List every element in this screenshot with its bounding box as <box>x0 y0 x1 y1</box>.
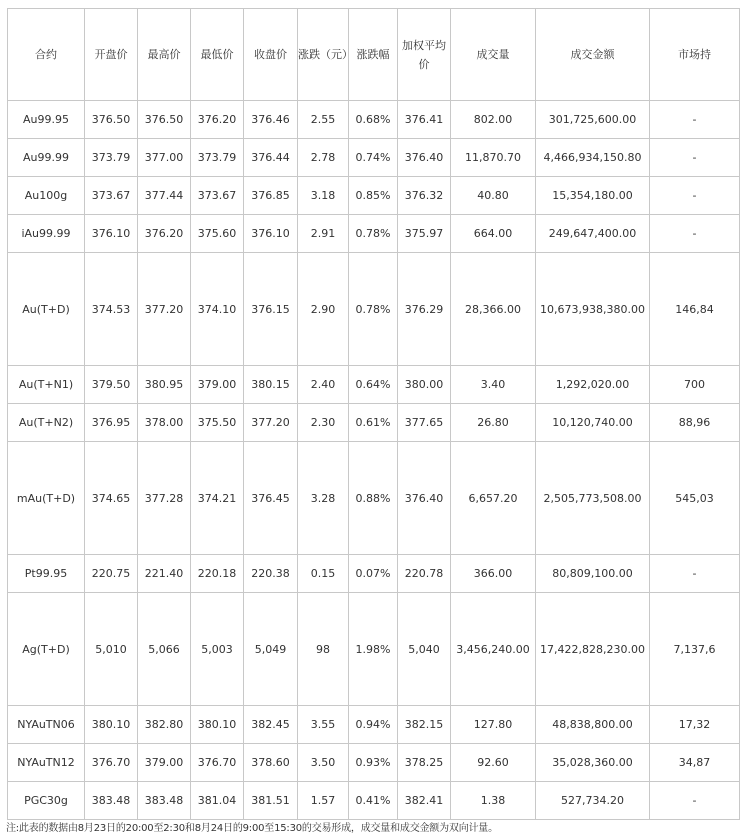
table-cell: 220.18 <box>191 555 244 593</box>
header-volume: 成交量 <box>451 9 536 101</box>
table-cell: 4,466,934,150.80 <box>536 139 650 177</box>
table-cell: 376.40 <box>398 442 451 555</box>
table-cell: 26.80 <box>451 404 536 442</box>
header-close: 收盘价 <box>244 9 298 101</box>
table-cell: 0.41% <box>349 782 398 820</box>
table-row <box>8 215 740 253</box>
table-cell: 5,049 <box>244 593 298 706</box>
table-cell: 3,456,240.00 <box>451 593 536 706</box>
header-low: 最低价 <box>191 9 244 101</box>
table-cell: 0.15 <box>298 555 349 593</box>
table-cell: 0.68% <box>349 101 398 139</box>
table-cell: 2.78 <box>298 139 349 177</box>
table-cell: 374.10 <box>191 253 244 366</box>
table-cell: 1.57 <box>298 782 349 820</box>
table-cell: 379.00 <box>191 366 244 404</box>
contract-cell: Au99.99 <box>8 139 85 177</box>
table-cell: 0.78% <box>349 253 398 366</box>
table-cell: 0.78% <box>349 215 398 253</box>
table-cell: 376.40 <box>398 139 451 177</box>
table-cell: 0.88% <box>349 442 398 555</box>
table-cell: 377.44 <box>138 177 191 215</box>
table-cell: 382.15 <box>398 706 451 744</box>
table-cell: 380.15 <box>244 366 298 404</box>
table-cell: 2.55 <box>298 101 349 139</box>
table-body <box>8 101 740 820</box>
table-cell: 35,028,360.00 <box>536 744 650 782</box>
table-cell: 383.48 <box>138 782 191 820</box>
table-cell: 373.67 <box>191 177 244 215</box>
table-cell: 221.40 <box>138 555 191 593</box>
table-cell: 220.38 <box>244 555 298 593</box>
table-cell: 380.10 <box>191 706 244 744</box>
table-cell: 7,137,6 <box>650 593 740 706</box>
table-cell: 664.00 <box>451 215 536 253</box>
table-cell: 378.60 <box>244 744 298 782</box>
table-cell: 1.38 <box>451 782 536 820</box>
table-cell: 28,366.00 <box>451 253 536 366</box>
table-cell: 380.95 <box>138 366 191 404</box>
table-cell: 376.29 <box>398 253 451 366</box>
table-cell: 2.40 <box>298 366 349 404</box>
table-cell: 17,32 <box>650 706 740 744</box>
contract-cell: Au(T+D) <box>8 253 85 366</box>
table-cell: 545,03 <box>650 442 740 555</box>
table-cell: 376.45 <box>244 442 298 555</box>
table-cell: 0.07% <box>349 555 398 593</box>
table-cell: 377.00 <box>138 139 191 177</box>
table-cell: 1,292,020.00 <box>536 366 650 404</box>
contract-cell: NYAuTN06 <box>8 706 85 744</box>
table-cell: 0.93% <box>349 744 398 782</box>
table-cell: - <box>650 782 740 820</box>
table-cell: 3.55 <box>298 706 349 744</box>
table-cell: 3.40 <box>451 366 536 404</box>
table-cell: 376.20 <box>138 215 191 253</box>
table-cell: 92.60 <box>451 744 536 782</box>
contract-cell: Au(T+N2) <box>8 404 85 442</box>
table-row <box>8 139 740 177</box>
contract-cell: Ag(T+D) <box>8 593 85 706</box>
table-cell: 374.65 <box>85 442 138 555</box>
contract-cell: Au99.95 <box>8 101 85 139</box>
table-cell: 376.85 <box>244 177 298 215</box>
table-row <box>8 555 740 593</box>
table-cell: 5,010 <box>85 593 138 706</box>
contract-cell: iAu99.99 <box>8 215 85 253</box>
table-row <box>8 744 740 782</box>
table-cell: 249,647,400.00 <box>536 215 650 253</box>
table-row <box>8 404 740 442</box>
table-cell: 2,505,773,508.00 <box>536 442 650 555</box>
contract-cell: Pt99.95 <box>8 555 85 593</box>
table-cell: 376.44 <box>244 139 298 177</box>
table-cell: 376.32 <box>398 177 451 215</box>
table-cell: 98 <box>298 593 349 706</box>
table-cell: 376.50 <box>85 101 138 139</box>
table-cell: 376.15 <box>244 253 298 366</box>
table-cell: 375.50 <box>191 404 244 442</box>
table-cell: 374.53 <box>85 253 138 366</box>
table-row <box>8 593 740 706</box>
table-cell: 527,734.20 <box>536 782 650 820</box>
table-cell: 0.64% <box>349 366 398 404</box>
table-cell: 40.80 <box>451 177 536 215</box>
header-row <box>8 9 740 101</box>
table-cell: 381.51 <box>244 782 298 820</box>
table-cell: 376.70 <box>191 744 244 782</box>
table-cell: 382.41 <box>398 782 451 820</box>
table-cell: 366.00 <box>451 555 536 593</box>
table-cell: 10,673,938,380.00 <box>536 253 650 366</box>
table-cell: 2.91 <box>298 215 349 253</box>
table-cell: 6,657.20 <box>451 442 536 555</box>
table-cell: 381.04 <box>191 782 244 820</box>
header-weighted-avg: 加权平均价 <box>398 9 451 101</box>
table-cell: - <box>650 177 740 215</box>
market-table-container <box>7 8 716 816</box>
contract-cell: Au100g <box>8 177 85 215</box>
header-amount: 成交金额 <box>536 9 650 101</box>
footnote: 注:此表的数据由8月23日的20:00至2:30和8月24日的9:00至15:30的交易形成，成交量和成交金额为双向计量。 <box>6 823 498 834</box>
table-cell: 3.18 <box>298 177 349 215</box>
table-cell: 382.45 <box>244 706 298 744</box>
header-contract: 合约 <box>8 9 85 101</box>
header-change-pct: 涨跌幅 <box>349 9 398 101</box>
table-cell: 383.48 <box>85 782 138 820</box>
table-cell: 48,838,800.00 <box>536 706 650 744</box>
table-cell: 3.50 <box>298 744 349 782</box>
table-cell: 17,422,828,230.00 <box>536 593 650 706</box>
table-cell: 376.10 <box>85 215 138 253</box>
table-cell: 380.10 <box>85 706 138 744</box>
table-cell: 0.61% <box>349 404 398 442</box>
table-cell: 375.97 <box>398 215 451 253</box>
table-cell: 377.20 <box>138 253 191 366</box>
table-cell: 376.46 <box>244 101 298 139</box>
table-cell: 2.90 <box>298 253 349 366</box>
contract-cell: mAu(T+D) <box>8 442 85 555</box>
table-cell: 373.67 <box>85 177 138 215</box>
table-cell: 376.50 <box>138 101 191 139</box>
contract-cell: PGC30g <box>8 782 85 820</box>
table-cell: 378.25 <box>398 744 451 782</box>
market-table <box>7 8 740 820</box>
table-row <box>8 253 740 366</box>
header-change: 涨跌（元） <box>298 9 349 101</box>
table-cell: 2.30 <box>298 404 349 442</box>
table-cell: 376.10 <box>244 215 298 253</box>
table-row <box>8 101 740 139</box>
table-cell: 88,96 <box>650 404 740 442</box>
table-cell: 802.00 <box>451 101 536 139</box>
table-cell: 220.78 <box>398 555 451 593</box>
contract-cell: NYAuTN12 <box>8 744 85 782</box>
table-cell: 5,040 <box>398 593 451 706</box>
table-cell: 377.28 <box>138 442 191 555</box>
table-cell: 5,066 <box>138 593 191 706</box>
table-cell: 373.79 <box>191 139 244 177</box>
table-cell: 376.20 <box>191 101 244 139</box>
table-cell: 379.00 <box>138 744 191 782</box>
table-cell: 146,84 <box>650 253 740 366</box>
contract-cell: Au(T+N1) <box>8 366 85 404</box>
table-cell: 11,870.70 <box>451 139 536 177</box>
table-cell: 378.00 <box>138 404 191 442</box>
table-cell: 127.80 <box>451 706 536 744</box>
table-row <box>8 177 740 215</box>
table-cell: 375.60 <box>191 215 244 253</box>
table-cell: 374.21 <box>191 442 244 555</box>
table-cell: 15,354,180.00 <box>536 177 650 215</box>
table-cell: 379.50 <box>85 366 138 404</box>
table-cell: 376.41 <box>398 101 451 139</box>
table-cell: 34,87 <box>650 744 740 782</box>
table-cell: 220.75 <box>85 555 138 593</box>
table-row <box>8 366 740 404</box>
table-row <box>8 782 740 820</box>
table-cell: - <box>650 139 740 177</box>
table-cell: 376.95 <box>85 404 138 442</box>
table-cell: 0.85% <box>349 177 398 215</box>
table-cell: 301,725,600.00 <box>536 101 650 139</box>
table-cell: 700 <box>650 366 740 404</box>
table-cell: 377.20 <box>244 404 298 442</box>
table-cell: 380.00 <box>398 366 451 404</box>
table-cell: 0.74% <box>349 139 398 177</box>
header-open-interest: 市场持 <box>650 9 740 101</box>
table-row <box>8 706 740 744</box>
table-cell: 1.98% <box>349 593 398 706</box>
table-cell: 376.70 <box>85 744 138 782</box>
table-cell: 0.94% <box>349 706 398 744</box>
table-cell: 3.28 <box>298 442 349 555</box>
table-row <box>8 442 740 555</box>
table-cell: 373.79 <box>85 139 138 177</box>
header-open: 开盘价 <box>85 9 138 101</box>
table-cell: - <box>650 215 740 253</box>
table-cell: 80,809,100.00 <box>536 555 650 593</box>
header-high: 最高价 <box>138 9 191 101</box>
table-cell: 10,120,740.00 <box>536 404 650 442</box>
table-cell: - <box>650 101 740 139</box>
table-cell: 5,003 <box>191 593 244 706</box>
table-cell: - <box>650 555 740 593</box>
table-cell: 382.80 <box>138 706 191 744</box>
table-cell: 377.65 <box>398 404 451 442</box>
